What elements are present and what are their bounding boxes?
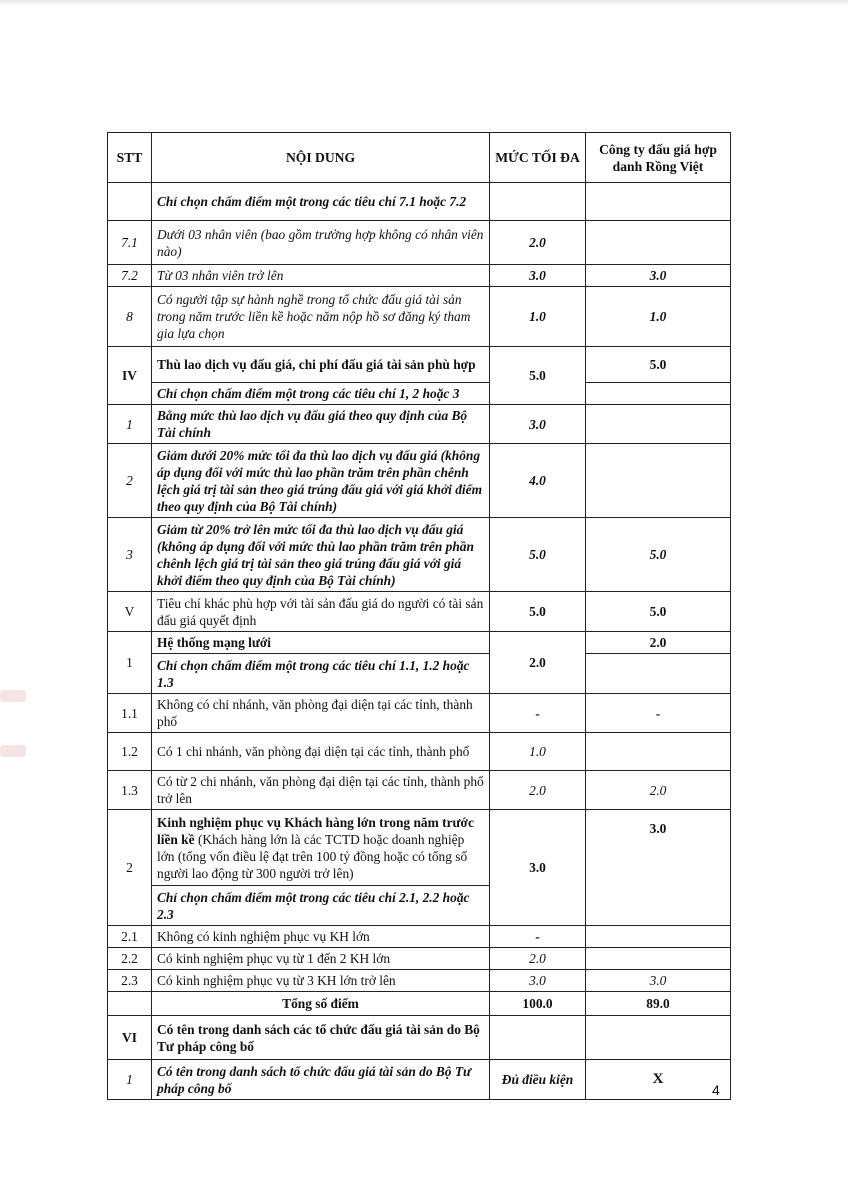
- cell-stt: 2: [108, 810, 152, 926]
- cell-max: 100.0: [490, 992, 586, 1016]
- table-row: [108, 1060, 731, 1100]
- cell-stt: 2.1: [108, 926, 152, 948]
- cell-max: 5.0: [490, 347, 586, 405]
- cell-company: 89.0: [586, 992, 731, 1016]
- margin-stamp-mark: [0, 690, 26, 702]
- cell-max: 3.0: [490, 970, 586, 992]
- cell-max: 5.0: [490, 518, 586, 592]
- cell-company: [586, 926, 731, 948]
- table-row: [108, 694, 731, 733]
- table-row: [108, 970, 731, 992]
- header-company: Công ty đấu giá hợp danh Rồng Việt: [586, 133, 731, 183]
- cell-company: 5.0: [586, 592, 731, 632]
- cell-stt: 1.2: [108, 733, 152, 771]
- header-max: MỨC TỐI ĐA: [490, 133, 586, 183]
- cell-content-rest: (Khách hàng lớn là các TCTD hoặc doanh nghiệp lớn (tổng vốn điều lệ đạt trên 100 tỷ đồng hoặc có tổng số người lao động từ 300 người trở lên): [157, 831, 468, 881]
- cell-content: [152, 810, 490, 886]
- cell-company: [586, 183, 731, 221]
- cell-max: 2.0: [490, 221, 586, 265]
- cell-company: 3.0: [586, 970, 731, 992]
- cell-stt: 8: [108, 287, 152, 347]
- total-row: [108, 992, 731, 1016]
- cell-company: 1.0: [586, 287, 731, 347]
- scoring-table: [107, 132, 731, 1100]
- cell-content: Có từ 2 chi nhánh, văn phòng đại diện tại các tỉnh, thành phố trở lên: [152, 771, 490, 810]
- cell-content: Từ 03 nhân viên trở lên: [152, 265, 490, 287]
- cell-stt: 2: [108, 444, 152, 518]
- cell-stt: 1: [108, 632, 152, 694]
- header-stt: STT: [108, 133, 152, 183]
- table-row: [108, 444, 731, 518]
- cell-stt: 7.1: [108, 221, 152, 265]
- cell-max: 3.0: [490, 810, 586, 926]
- cell-max: 2.0: [490, 948, 586, 970]
- cell-content: Không có kinh nghiệm phục vụ KH lớn: [152, 926, 490, 948]
- cell-max: -: [490, 926, 586, 948]
- cell-stt: 1: [108, 405, 152, 444]
- cell-stt: IV: [108, 347, 152, 405]
- cell-stt: V: [108, 592, 152, 632]
- cell-stt: 3: [108, 518, 152, 592]
- cell-company: [586, 221, 731, 265]
- cell-company: 3.0: [586, 265, 731, 287]
- table-row: [108, 948, 731, 970]
- cell-company: 2.0: [586, 771, 731, 810]
- cell-max: 1.0: [490, 733, 586, 771]
- table-row: [108, 265, 731, 287]
- table-row: [108, 926, 731, 948]
- table-header-row: [108, 133, 731, 183]
- cell-max: [490, 1016, 586, 1060]
- cell-stt: 1.1: [108, 694, 152, 733]
- table-row: [108, 183, 731, 221]
- page-number: 4: [712, 1082, 720, 1098]
- cell-company: [586, 948, 731, 970]
- cell-content: Có 1 chi nhánh, văn phòng đại diện tại các tỉnh, thành phố: [152, 733, 490, 771]
- cell-content: Dưới 03 nhân viên (bao gồm trường hợp không có nhân viên nào): [152, 221, 490, 265]
- table-row: [108, 733, 731, 771]
- cell-content: Có tên trong danh sách các tổ chức đấu giá tài sản do Bộ Tư pháp công bố: [152, 1016, 490, 1060]
- table-row: [108, 592, 731, 632]
- table-row: [108, 518, 731, 592]
- cell-stt: [108, 992, 152, 1016]
- cell-content: Chỉ chọn chấm điểm một trong các tiêu chí 7.1 hoặc 7.2: [152, 183, 490, 221]
- margin-stamp-mark: [0, 745, 26, 757]
- scoring-table-container: [107, 132, 730, 1100]
- cell-content: Hệ thống mạng lưới: [152, 632, 490, 654]
- cell-content: Có kinh nghiệm phục vụ từ 3 KH lớn trở lên: [152, 970, 490, 992]
- cell-content: Bằng mức thù lao dịch vụ đấu giá theo quy định của Bộ Tài chính: [152, 405, 490, 444]
- table-row: [108, 810, 731, 886]
- table-row: [108, 221, 731, 265]
- cell-content: Giảm dưới 20% mức tối đa thù lao dịch vụ đấu giá (không áp dụng đối với mức thù lao phần trăm trên phần chênh lệch giá trị tài sản theo giá trúng đấu giá với giá khởi điểm theo quy định của Bộ Tài chính): [152, 444, 490, 518]
- cell-company: 2.0: [586, 632, 731, 654]
- cell-max: Đủ điều kiện: [490, 1060, 586, 1100]
- table-row: [108, 771, 731, 810]
- cell-max: 5.0: [490, 592, 586, 632]
- table-subrow: [108, 383, 731, 405]
- cell-max: 1.0: [490, 287, 586, 347]
- cell-max: 3.0: [490, 265, 586, 287]
- cell-content: Thù lao dịch vụ đấu giá, chi phí đấu giá tài sản phù hợp: [152, 347, 490, 383]
- cell-max: 3.0: [490, 405, 586, 444]
- cell-company: -: [586, 694, 731, 733]
- cell-stt: 2.3: [108, 970, 152, 992]
- cell-stt: VI: [108, 1016, 152, 1060]
- cell-max: -: [490, 694, 586, 733]
- cell-content: Có người tập sự hành nghề trong tổ chức đấu giá tài sản trong năm trước liền kề hoặc năm nộp hồ sơ đăng ký tham gia lựa chọn: [152, 287, 490, 347]
- cell-content-sub: Chỉ chọn chấm điểm một trong các tiêu chí 1.1, 1.2 hoặc 1.3: [152, 654, 490, 694]
- table-row: [108, 405, 731, 444]
- cell-content: Có kinh nghiệm phục vụ từ 1 đến 2 KH lớn: [152, 948, 490, 970]
- cell-company: 3.0: [586, 810, 731, 926]
- cell-content: Không có chi nhánh, văn phòng đại diện tại các tỉnh, thành phố: [152, 694, 490, 733]
- cell-stt: 1: [108, 1060, 152, 1100]
- table-row: [108, 347, 731, 383]
- cell-max: 2.0: [490, 632, 586, 694]
- cell-content: Tiêu chí khác phù hợp với tài sản đấu giá do người có tài sản đấu giá quyết định: [152, 592, 490, 632]
- table-row: [108, 1016, 731, 1060]
- cell-content: Có tên trong danh sách tổ chức đấu giá tài sản do Bộ Tư pháp công bố: [152, 1060, 490, 1100]
- table-subrow: [108, 654, 731, 694]
- cell-content-sub: Chỉ chọn chấm điểm một trong các tiêu chí 2.1, 2.2 hoặc 2.3: [152, 886, 490, 926]
- cell-content-sub: Chỉ chọn chấm điểm một trong các tiêu chí 1, 2 hoặc 3: [152, 383, 490, 405]
- cell-stt: 2.2: [108, 948, 152, 970]
- cell-company: [586, 405, 731, 444]
- cell-stt: 7.2: [108, 265, 152, 287]
- table-row: [108, 632, 731, 654]
- header-content: NỘI DUNG: [152, 133, 490, 183]
- cell-stt: [108, 183, 152, 221]
- cell-content-bold: Kinh nghiệm phục vụ Khách hàng lớn trong năm trước liền kề: [157, 814, 474, 847]
- cell-company: 5.0: [586, 518, 731, 592]
- cell-company: [586, 1016, 731, 1060]
- cell-company: [586, 733, 731, 771]
- cell-content: Tổng số điểm: [152, 992, 490, 1016]
- cell-company: [586, 444, 731, 518]
- cell-company: 5.0: [586, 347, 731, 383]
- cell-max: [490, 183, 586, 221]
- cell-company-empty: [586, 654, 731, 694]
- scan-edge: [0, 0, 848, 6]
- cell-company: X: [586, 1060, 731, 1100]
- cell-company-empty: [586, 383, 731, 405]
- cell-max: 4.0: [490, 444, 586, 518]
- cell-stt: 1.3: [108, 771, 152, 810]
- table-row: [108, 287, 731, 347]
- cell-content: Giảm từ 20% trở lên mức tối đa thù lao dịch vụ đấu giá (không áp dụng đối với mức thù lao phần trăm trên phần chênh lệch giá trị tài sản theo giá trúng đấu giá với giá khởi điểm theo quy định của Bộ Tài chính): [152, 518, 490, 592]
- cell-max: 2.0: [490, 771, 586, 810]
